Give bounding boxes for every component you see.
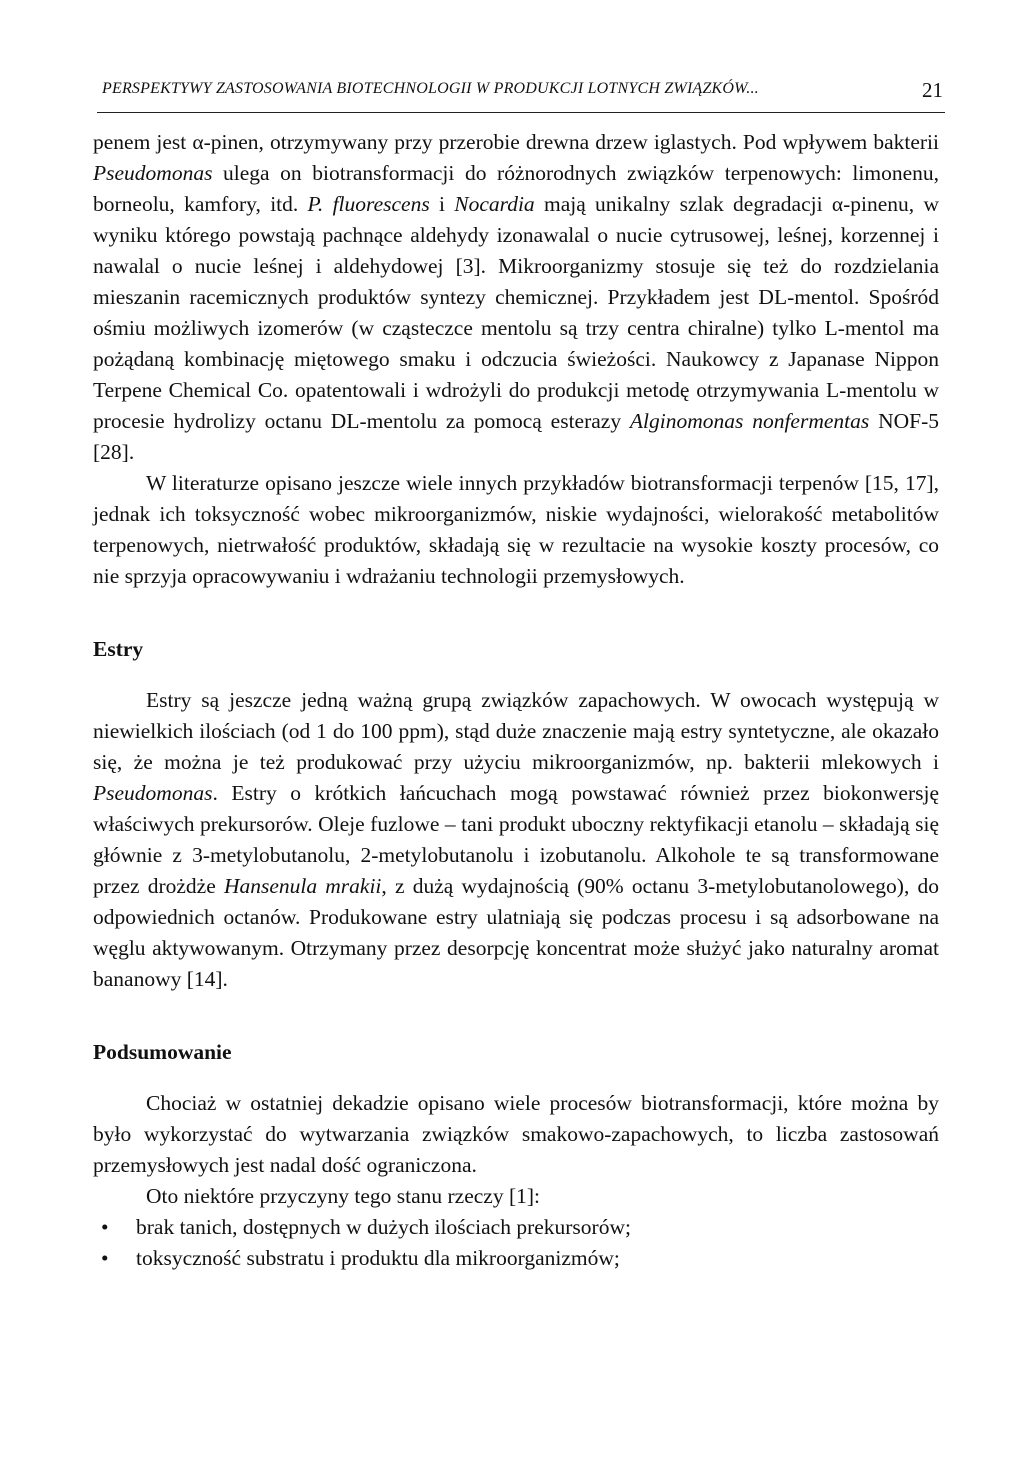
list-item-text: brak tanich, dostępnych w dużych ilościach prekursorów; <box>136 1215 631 1239</box>
section-heading-estry: Estry <box>93 637 144 661</box>
section-estry-body <box>93 685 939 995</box>
bullet-icon: • <box>101 1215 109 1239</box>
text-run: W literaturze opisano jeszcze wiele innych przykładów biotransformacji terpenów [15, 17], jednak ich toksyczność wobec mikroorganizmów, niskie wydajności, wielorakość metabolitów terpenowych, nietrwałość produktów, składają się w rezultacie na wysokie koszty procesów, co nie sprzyja opracowywaniu i wdrażaniu technologii przemysłowych. <box>93 471 939 588</box>
section-podsumowanie-body <box>93 1088 939 1212</box>
page-body <box>93 127 939 1274</box>
text-run: . Estry o krótkich łańcuchach mogą powstawać również przez biokonwersję właściwych prekursorów. Oleje fuzlowe – tani produkt uboczny rektyfikacji etanolu – składają się głównie z 3-metylobutanolu, 2-metylobutanolu i izobutanolu. Alkohole te są transformowane przez drożdże <box>93 781 939 898</box>
intro-paragraphs <box>93 127 939 592</box>
section-heading-podsumowanie: Podsumowanie <box>93 1040 232 1064</box>
italic-term: P. fluorescens <box>307 192 430 216</box>
italic-term: Hansenula mrakii <box>223 874 382 898</box>
text-run: penem jest α-pinen, otrzymywany przy przerobie drewna drzew iglastych. Pod wpływem bakterii <box>93 130 939 154</box>
paragraph <box>93 1088 939 1181</box>
section-podsumowanie <box>93 1037 939 1274</box>
paragraph <box>93 685 939 995</box>
text-run: ulega on biotransformacji do różnorodnych związków terpenowych: limonenu, borneolu, kamfory, itd. <box>93 161 939 216</box>
text-run: Estry są jeszcze jedną ważną grupą związków zapachowych. W owocach występują w niewielkich ilościach (od 1 do 100 ppm), stąd duże znaczenie mają estry syntetyczne, ale okazało się, że można je też produkować przy użyciu mikroorganizmów, np. bakterii mlekowych i <box>93 688 939 774</box>
list-item <box>93 1243 939 1274</box>
italic-term: Pseudomonas <box>93 781 213 805</box>
text-run: Oto niektóre przyczyny tego stanu rzeczy [1]: <box>146 1184 541 1208</box>
text-run: NOF-5 [28]. <box>93 409 940 464</box>
running-header <box>97 76 945 113</box>
list-item-text: toksyczność substratu i produktu dla mikroorganizmów; <box>136 1246 620 1270</box>
italic-term: Pseudomonas <box>93 161 213 185</box>
italic-term: Alginomonas nonfermentas <box>629 409 870 433</box>
text-run: Chociaż w ostatniej dekadzie opisano wiele procesów biotransformacji, które można by było wykorzystać do wytwarzania związków smakowo-zapachowych, to liczba zastosowań przemysłowych jest nadal dość ograniczona. <box>93 1091 939 1177</box>
reasons-list <box>93 1212 939 1274</box>
italic-term: Nocardia <box>454 192 535 216</box>
text-run: , z dużą wydajnością (90% octanu 3-metylobutanolowego), do odpowiednich octanów. Produkowane estry ulatniają się podczas procesu i są adsorbowane na węglu aktywowanym. Otrzymany przez desorpcję koncentrat może służyć jako naturalny aromat bananowy [14]. <box>93 874 939 991</box>
text-run: mają unikalny szlak degradacji α-pinenu, w wyniku którego powstają pachnące aldehydy izonawalal o nucie cytrusowej, leśnej, korzennej i nawalal o nucie leśnej i aldehydowej [3]. Mikroorganizmy stosuje się też do rozdzielania mieszanin racemicznych produktów syntezy chemicznej. Przykładem jest DL-mentol. Spośród ośmiu możliwych izomerów (w cząsteczce mentolu są trzy centra chiralne) tylko L-mentol ma pożądaną kombinację miętowego smaku i odczucia świeżości. Naukowcy z Japanase Nippon Terpene Chemical Co. opatentowali i wdrożyli do produkcji metodę otrzymywania L-mentolu w procesie hydrolizy octanu DL-mentolu za pomocą esterazy <box>93 192 939 433</box>
running-title: PERSPEKTYWY ZASTOSOWANIA BIOTECHNOLOGII W PRODUKCJI LOTNYCH ZWIĄZKÓW... <box>102 80 759 97</box>
bullet-icon: • <box>101 1246 109 1270</box>
list-item <box>93 1212 939 1243</box>
paragraph <box>93 1181 939 1212</box>
paragraph <box>93 468 939 592</box>
paragraph <box>93 127 939 468</box>
section-estry <box>93 634 939 995</box>
text-run: i <box>429 192 455 216</box>
page-number: 21 <box>922 78 943 102</box>
